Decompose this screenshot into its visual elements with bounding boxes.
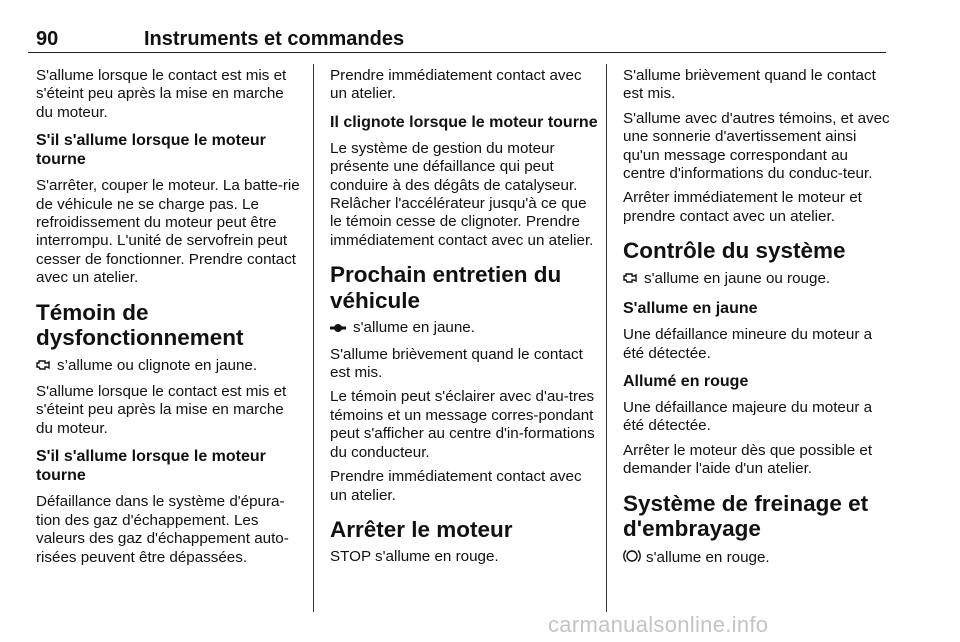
paragraph: S'allume lorsque le contact est mis et s'éteint peu après la mise en marche du moteur.	[36, 67, 287, 121]
service-wrench-icon	[330, 321, 348, 339]
brake-clutch-icon	[623, 548, 641, 569]
column-divider	[606, 64, 607, 612]
column-right	[623, 67, 891, 575]
indicator-text: s'allume en jaune ou rouge.	[644, 269, 831, 287]
page-header	[28, 30, 886, 53]
paragraph: S'allume lorsque le contact est mis et s'éteint peu après la mise en marche du moteur.	[36, 383, 287, 437]
engine-check-icon	[623, 271, 639, 290]
section-title: Arrêter le moteur	[330, 516, 513, 542]
subheading: S'il s'allume lorsque le moteur tourne	[36, 132, 266, 169]
page-title: Instruments et commandes	[144, 28, 405, 50]
paragraph: S'allume brièvement quand le contact est mis.	[623, 67, 876, 103]
indicator-text: s’allume ou clignote en jaune.	[57, 356, 258, 374]
paragraph: STOP s'allume en rouge.	[330, 548, 499, 566]
subheading: Allumé en rouge	[623, 372, 749, 390]
indicator-text: s'allume en rouge.	[646, 548, 770, 566]
indicator-line	[330, 319, 598, 339]
column-divider	[313, 64, 314, 612]
indicator-line	[623, 548, 891, 569]
indicator-line	[36, 357, 304, 377]
section-title: Contrôle du système	[623, 238, 846, 264]
paragraph: Défaillance dans le système d'épura-tion des gaz d'échappement. Les valeurs des gaz d'échappement auto-risées peuvent être dépassées.	[36, 493, 289, 566]
paragraph: Prendre immédiatement contact avec un atelier.	[330, 67, 582, 103]
paragraph: Arrêter immédiatement le moteur et prendre contact avec un atelier.	[623, 189, 862, 225]
paragraph: Une défaillance mineure du moteur a été détectée.	[623, 326, 873, 362]
section-title: Témoin de dysfonctionnement	[36, 299, 244, 351]
paragraph: Le témoin peut s'éclairer avec d'au-tres témoins et un message corres-pondant peut s'afficher au centre d'in-formations du conducteur.	[330, 388, 595, 461]
page-number: 90	[36, 28, 59, 50]
column-left	[36, 67, 304, 573]
paragraph: S'arrêter, couper le moteur. La batte-rie de véhicule ne se charge pas. Le refroidissement du moteur peut être interrompu. L'unité de servofrein peut cesser de fonctionner. Prendre contact avec un atelier.	[36, 177, 300, 287]
subheading: Il clignote lorsque le moteur tourne	[330, 113, 598, 131]
paragraph: Arrêter le moteur dès que possible et demander l'aide d'un atelier.	[623, 441, 873, 478]
column-middle	[330, 67, 598, 573]
paragraph: S'allume avec d'autres témoins, et avec une sonnerie d'avertissement ainsi qu'un message correspondant au centre d'informations du conduc-teur.	[623, 109, 890, 183]
paragraph: Une défaillance majeure du moteur a été détectée.	[623, 398, 873, 435]
section-title: Système de freinage et d'embrayage	[623, 490, 869, 542]
engine-check-icon	[36, 358, 52, 377]
paragraph: Prendre immédiatement contact avec un atelier.	[330, 468, 582, 504]
paragraph: Le système de gestion du moteur présente une défaillance qui peut conduire à des dégâts de catalyseur. Relâcher l'accélérateur jusqu'à ce que le témoin cesse de clignoter. Prendre immédiatement contact avec un atelier.	[330, 139, 594, 249]
indicator-text: s'allume en jaune.	[353, 319, 475, 337]
paragraph: S'allume brièvement quand le contact est mis.	[330, 345, 583, 382]
subheading: S'allume en jaune	[623, 300, 758, 318]
watermark: carmanualsonline.info	[548, 612, 769, 637]
section-title: Prochain entretien du véhicule	[330, 262, 562, 313]
subheading: S'il s'allume lorsque le moteur tourne	[36, 448, 266, 485]
indicator-line	[623, 270, 891, 290]
